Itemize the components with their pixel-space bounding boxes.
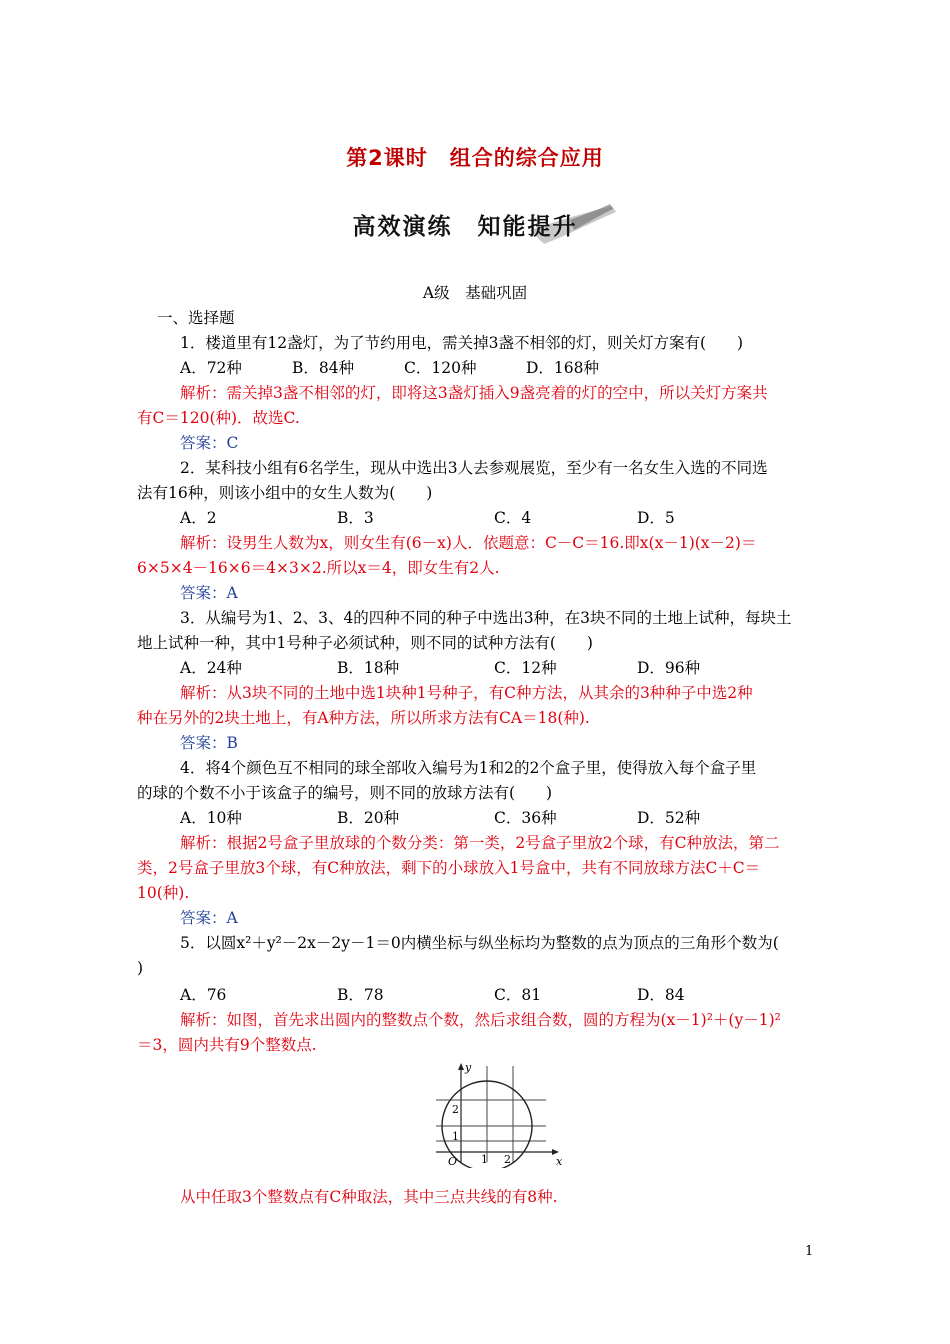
question-3-answer: 答案：B <box>180 734 238 752</box>
option-b: B．78 <box>337 986 384 1004</box>
question-5-stem: 5．以圆x²＋y²－2x－2y－1＝0内横坐标与纵坐标均为整数的点为顶点的三角形个数为( <box>180 934 779 952</box>
question-3-analysis-cont: 种在另外的2块土地上，有A种方法，所以所求方法有CA＝18(种). <box>137 709 590 727</box>
option-b: B．3 <box>337 509 374 527</box>
question-3-stem: 3．从编号为1、2、3、4的四种不同的种子中选出3种，在3块不同的土地上试种，每块土 <box>180 609 792 627</box>
option-a: A．2 <box>180 509 217 527</box>
question-4-analysis-cont: 类，2号盒子里放3个球，有C种放法，剩下的小球放入1号盒中，共有不同放球方法C＋C＝ <box>137 859 761 877</box>
question-2-stem-cont: 法有16种，则该小组中的女生人数为( ) <box>137 484 433 502</box>
question-2-stem: 2．某科技小组有6名学生，现从中选出3人去参观展览，至少有一名女生入选的不同选 <box>180 459 768 477</box>
y-tick-2: 2 <box>452 1103 459 1116</box>
question-2-options <box>180 508 675 528</box>
option-c: C．81 <box>494 986 542 1004</box>
option-d: D．168种 <box>526 359 600 377</box>
option-b: B．18种 <box>337 659 400 677</box>
origin-label: O <box>448 1155 458 1168</box>
y-axis-arrow-icon <box>458 1063 464 1070</box>
option-d: D．96种 <box>637 659 701 677</box>
question-4-answer: 答案：A <box>180 909 238 927</box>
question-1-analysis-cont: 有C＝120(种)．故选C. <box>137 409 300 427</box>
option-a: A．24种 <box>180 659 242 677</box>
option-a: A．72种 <box>180 359 242 377</box>
question-3-analysis: 解析：从3块不同的土地中选1块种1号种子，有C种方法，从其余的3种种子中选2种 <box>180 684 753 702</box>
option-c: C．12种 <box>494 659 557 677</box>
question-1-options <box>180 358 599 378</box>
option-a: A．10种 <box>180 809 242 827</box>
option-d: D．84 <box>637 986 685 1004</box>
question-4-options <box>180 808 700 828</box>
question-5-options <box>180 985 685 1005</box>
option-c: C．4 <box>494 509 532 527</box>
question-2-analysis-cont: 6×5×4－16×6＝4×3×2.所以x＝4，即女生有2人. <box>137 559 500 577</box>
question-1-answer: 答案：C <box>180 434 239 452</box>
option-a: A．76 <box>180 986 227 1004</box>
option-b: B．20种 <box>337 809 400 827</box>
x-axis-label: x <box>556 1155 563 1168</box>
circle-lattice-figure <box>428 1062 568 1168</box>
option-d: D．52种 <box>637 809 701 827</box>
question-5-stem-cont: ) <box>137 959 144 977</box>
question-1-stem: 1．楼道里有12盏灯，为了节约用电，需关掉3盏不相邻的灯，则关灯方案有( ) <box>180 334 744 352</box>
page-number: 1 <box>805 1244 814 1259</box>
question-4-analysis-end: 10(种). <box>137 884 190 902</box>
question-3-stem-cont: 地上试种一种，其中1号种子必须试种，则不同的试种方法有( ) <box>137 634 593 652</box>
question-2-answer: 答案：A <box>180 584 238 602</box>
banner-text: 高效演练 知能提升 <box>352 214 578 240</box>
option-c: C．120种 <box>404 359 477 377</box>
option-d: D．5 <box>637 509 675 527</box>
x-tick-1: 1 <box>481 1153 488 1166</box>
question-4-stem: 4．将4个颜色互不相同的球全部收入编号为1和2的2个盒子里，使得放入每个盒子里 <box>180 759 757 777</box>
lesson-title: 第2课时 组合的综合应用 <box>346 146 604 170</box>
option-b: B．84种 <box>292 359 355 377</box>
question-4-analysis: 解析：根据2号盒子里放球的个数分类：第一类，2号盒子里放2个球，有C种放法，第二 <box>180 834 780 852</box>
section-banner <box>330 200 620 246</box>
question-5-analysis-cont: ＝3，圆内共有9个整数点. <box>137 1036 317 1054</box>
x-tick-2: 2 <box>504 1153 511 1166</box>
level-heading: A级 基础巩固 <box>422 284 528 302</box>
option-c: C．36种 <box>494 809 557 827</box>
question-1-analysis: 解析：需关掉3盏不相邻的灯，即将这3盏灯插入9盏亮着的灯的空中，所以关灯方案共 <box>180 384 768 402</box>
y-axis-label: y <box>465 1062 472 1074</box>
question-5-conclusion: 从中任取3个整数点有C种取法，其中三点共线的有8种. <box>180 1188 558 1206</box>
question-4-stem-cont: 的球的个数不小于该盒子的编号，则不同的放球方法有( ) <box>137 784 553 802</box>
question-5-analysis: 解析：如图，首先求出圆内的整数点个数，然后求组合数，圆的方程为(x－1)²＋(y－1)² <box>180 1011 781 1029</box>
y-tick-1: 1 <box>452 1130 459 1143</box>
question-2-analysis: 解析：设男生人数为x，则女生有(6－x)人．依题意：C－C＝16.即x(x－1)(x－2)＝ <box>180 534 757 552</box>
section-heading: 一、选择题 <box>157 309 235 327</box>
question-3-options <box>180 658 700 678</box>
